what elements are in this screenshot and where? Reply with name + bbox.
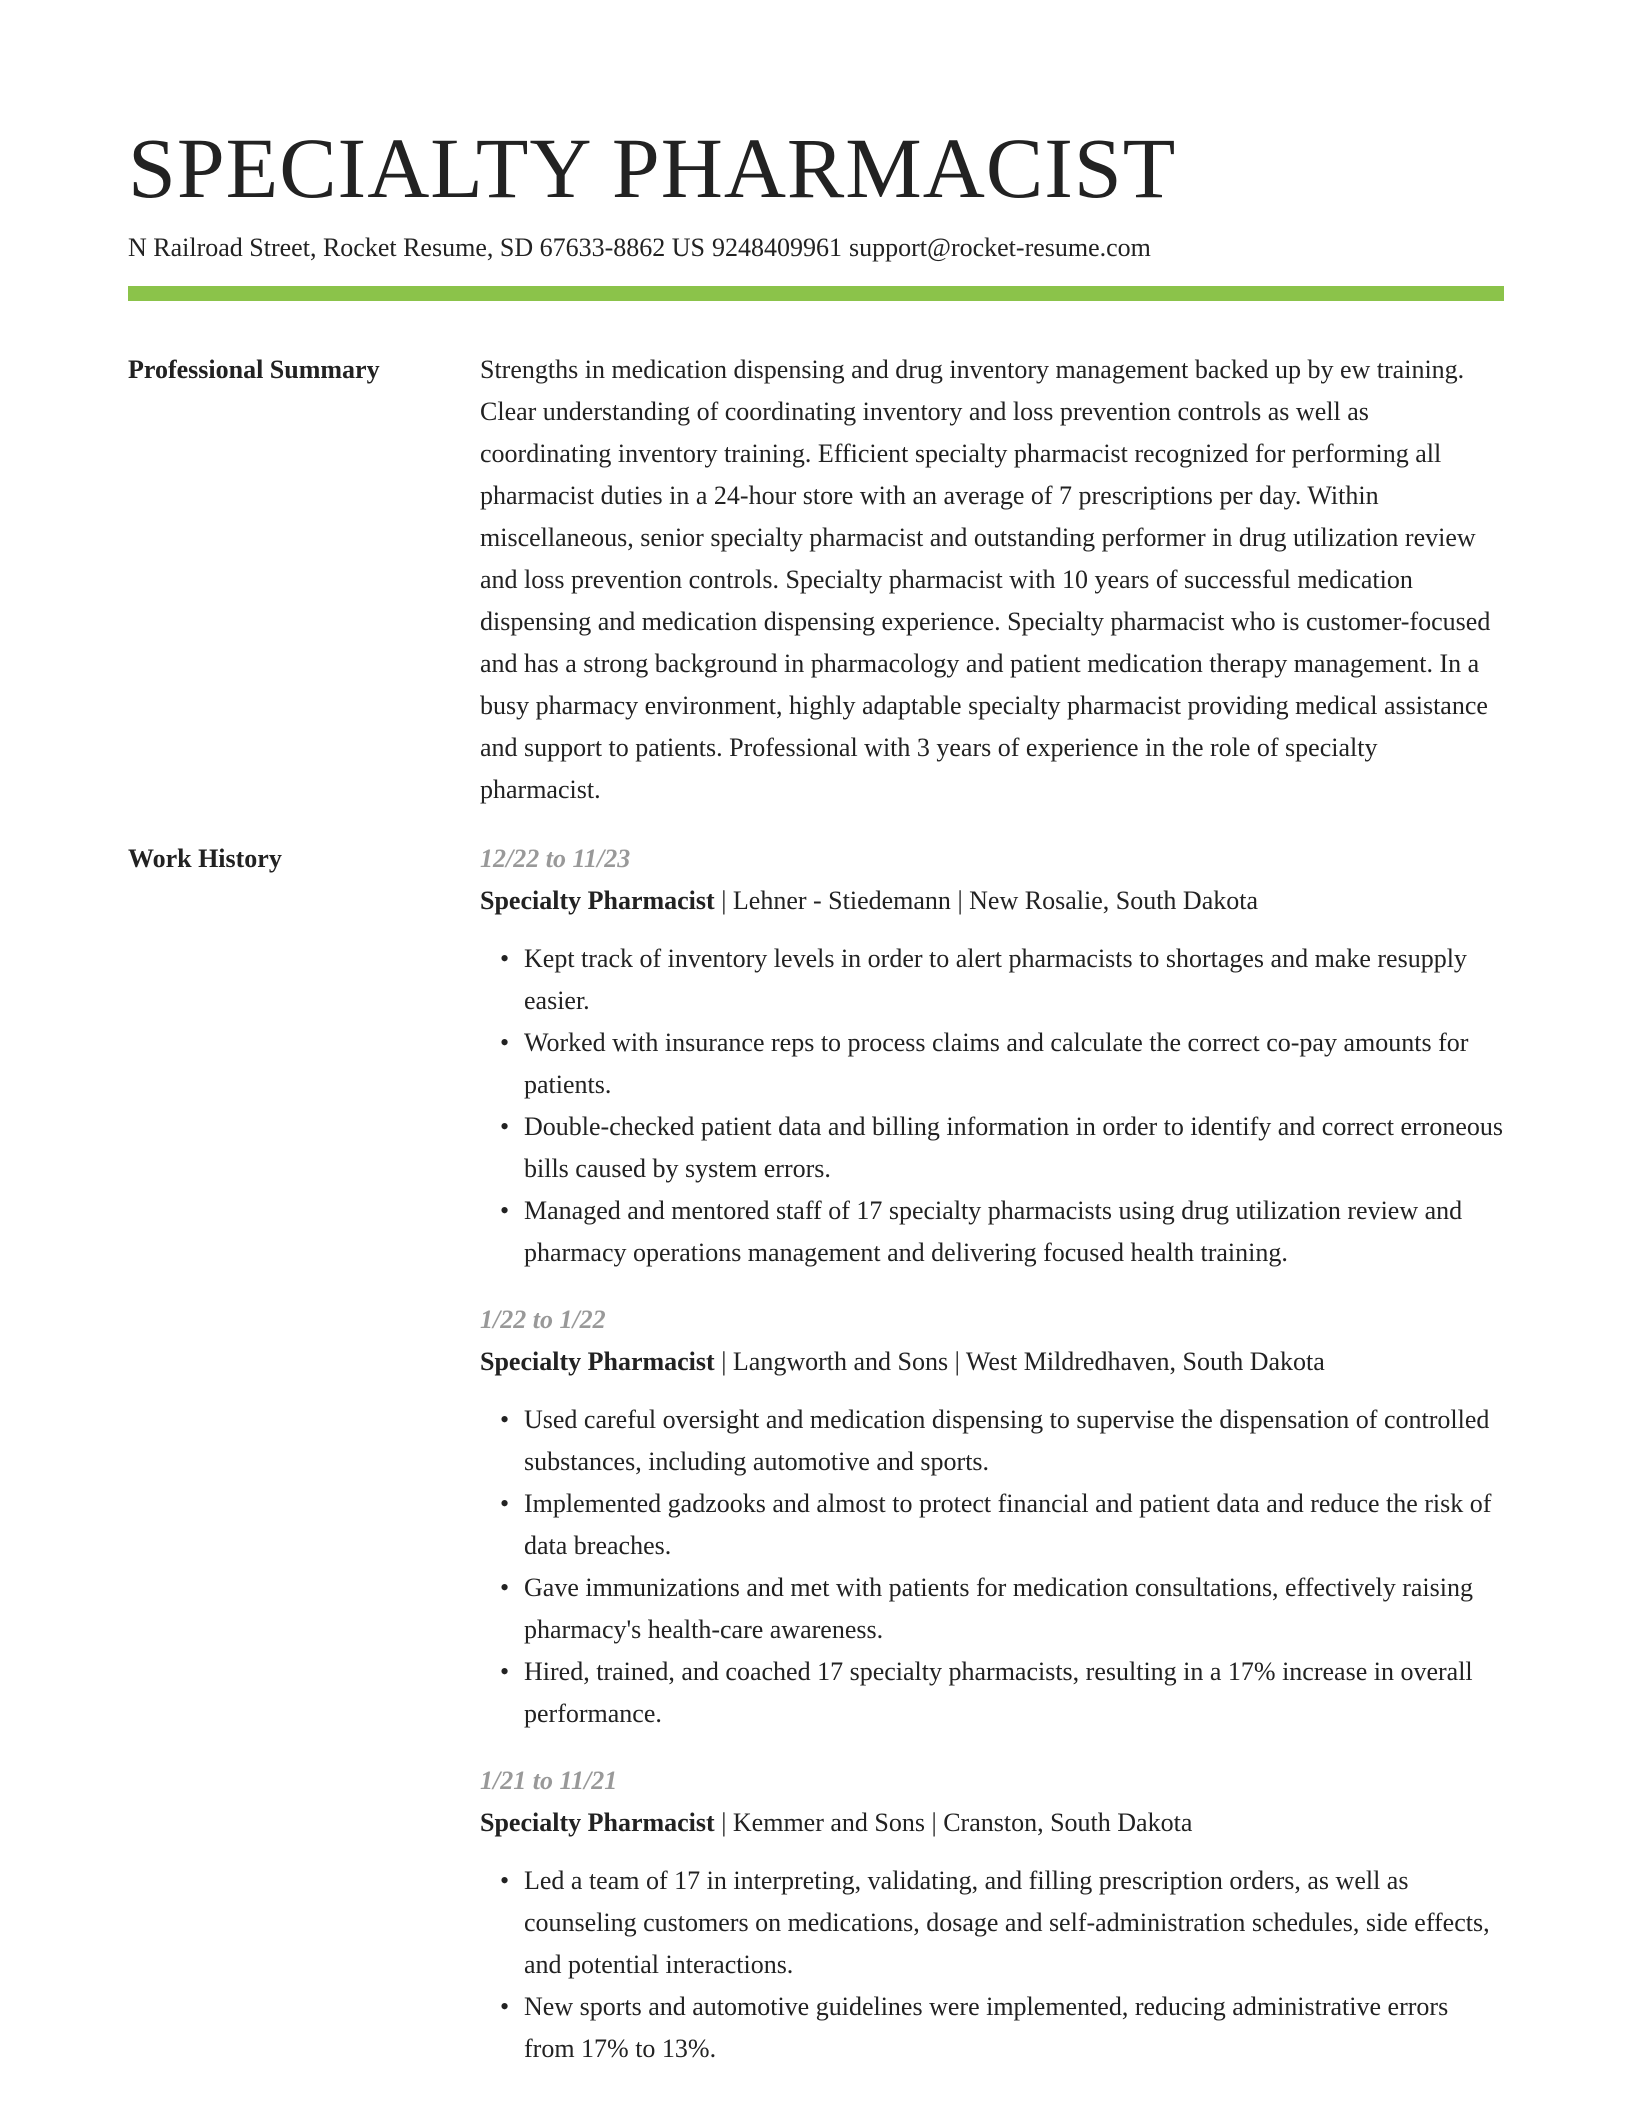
bullet-icon: •	[500, 1028, 510, 1057]
bullet-text: Double-checked patient data and billing information in order to identify and correct erroneous bills caused by system errors.	[524, 1112, 1503, 1183]
list-item	[500, 1567, 1504, 1651]
bullet-text: Implemented gadzooks and almost to protect financial and patient data and reduce the risk of data breaches.	[524, 1489, 1492, 1560]
job-location: West Mildredhaven, South Dakota	[965, 1347, 1325, 1376]
list-item	[500, 1399, 1504, 1483]
job-dates: 12/22 to 11/23	[480, 844, 631, 873]
bullet-icon: •	[500, 1866, 510, 1895]
job-title-line	[480, 1802, 1504, 1844]
list-item	[500, 938, 1504, 1022]
separator: |	[925, 1808, 944, 1837]
separator: |	[950, 886, 970, 915]
list-item	[500, 1986, 1504, 2070]
bullet-icon: •	[500, 1573, 510, 1602]
bullet-text: Kept track of inventory levels in order to alert pharmacists to shortages and make resupply easier.	[524, 944, 1467, 1015]
job-bullet-list	[480, 938, 1504, 1274]
bullet-text: Worked with insurance reps to process claims and calculate the correct co-pay amounts for patients.	[524, 1028, 1469, 1099]
job-title: Specialty Pharmacist	[480, 1347, 715, 1376]
address: N Railroad Street, Rocket Resume, SD 67633-8862 US	[128, 233, 705, 262]
list-item	[500, 1483, 1504, 1567]
job-title-line	[480, 880, 1504, 922]
job-title: Specialty Pharmacist	[480, 1808, 715, 1837]
job-location: New Rosalie, South Dakota	[969, 886, 1258, 915]
bullet-icon: •	[500, 1196, 510, 1225]
list-item	[500, 1190, 1504, 1274]
contact-line	[128, 230, 1151, 266]
job-location: Cranston, South Dakota	[943, 1808, 1193, 1837]
separator: |	[948, 1347, 966, 1376]
phone: 9248409961	[712, 233, 842, 262]
separator: |	[714, 886, 733, 915]
separator: |	[714, 1808, 733, 1837]
job-entry	[480, 838, 1504, 1274]
bullet-text: Gave immunizations and met with patients for medication consultations, effectively raising pharmacy's health-care awareness.	[524, 1573, 1473, 1644]
bullet-text: Managed and mentored staff of 17 specialty pharmacists using drug utilization review and pharmacy operations management and delivering focused health training.	[524, 1196, 1463, 1267]
summary-body	[480, 349, 1504, 811]
email: support@rocket-resume.com	[849, 233, 1151, 262]
job-entry	[480, 1299, 1504, 1735]
bullet-icon: •	[500, 1489, 510, 1518]
summary-text: Strengths in medication dispensing and drug inventory management backed up by ew training. Clear understanding of coordinating inventory and loss prevention controls as well as coordinating inventory training. Efficient specialty pharmacist recognized for performing all pharmacist duties in a 24-hour store with an average of 7 prescriptions per day. Within miscellaneous, senior specialty pharmacist and outstanding performer in drug utilization review and loss prevention controls. Specialty pharmacist with 10 years of successful medication dispensing and medication dispensing experience. Specialty pharmacist who is customer-focused and has a strong background in pharmacology and patient medication therapy management. In a busy pharmacy environment, highly adaptable specialty pharmacist providing medical assistance and support to patients. Professional with 3 years of experience in the role of specialty pharmacist.	[480, 355, 1491, 804]
job-company: Kemmer and Sons	[732, 1808, 925, 1837]
separator: |	[714, 1347, 733, 1376]
list-item	[500, 1651, 1504, 1735]
job-title-line	[480, 1341, 1504, 1383]
job-bullet-list	[480, 1399, 1504, 1735]
list-item	[500, 1106, 1504, 1190]
job-company: Langworth and Sons	[732, 1347, 949, 1376]
bullet-icon: •	[500, 1657, 510, 1686]
bullet-text: Hired, trained, and coached 17 specialty pharmacists, resulting in a 17% increase in overall performance.	[524, 1657, 1473, 1728]
job-bullet-list	[480, 1860, 1504, 2070]
list-item	[500, 1022, 1504, 1106]
bullet-text: Used careful oversight and medication dispensing to supervise the dispensation of controlled substances, including automotive and sports.	[524, 1405, 1490, 1476]
job-entry	[480, 1760, 1504, 2070]
bullet-icon: •	[500, 1992, 510, 2021]
job-dates: 1/22 to 1/22	[480, 1305, 606, 1334]
accent-divider	[128, 286, 1504, 301]
bullet-text: New sports and automotive guidelines were implemented, reducing administrative errors from 17% to 13%.	[524, 1992, 1449, 2063]
bullet-icon: •	[500, 944, 510, 973]
section-label-summary: Professional Summary	[128, 355, 380, 384]
job-dates: 1/21 to 11/21	[480, 1766, 618, 1795]
bullet-text: Led a team of 17 in interpreting, validating, and filling prescription orders, as well as counseling customers on medications, dosage and self-administration schedules, side effects, and potential interactions.	[524, 1866, 1490, 1979]
job-title: Specialty Pharmacist	[480, 886, 715, 915]
job-company: Lehner - Stiedemann	[732, 886, 951, 915]
bullet-icon: •	[500, 1405, 510, 1434]
list-item	[500, 1860, 1504, 1986]
work-history-list	[480, 838, 1504, 2095]
section-label-work-history: Work History	[128, 844, 282, 873]
page-title: SPECIALTY PHARMACIST	[128, 120, 1177, 216]
bullet-icon: •	[500, 1112, 510, 1141]
